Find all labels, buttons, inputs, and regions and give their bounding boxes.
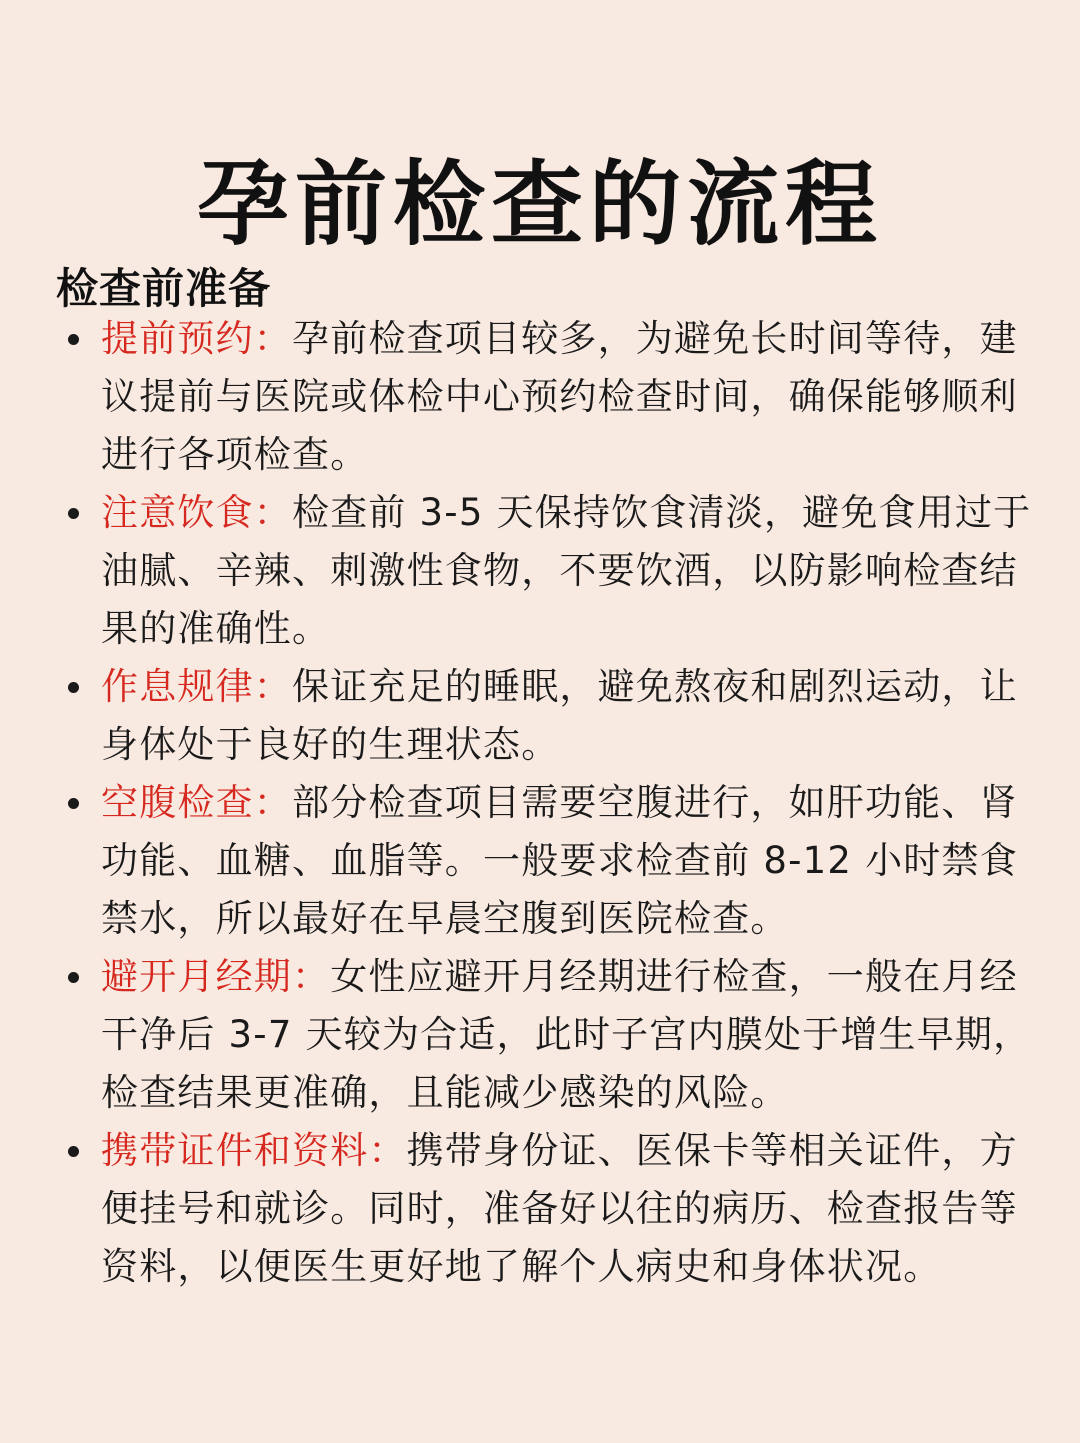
item-label: 空腹检查：	[101, 781, 292, 824]
list-item	[0, 774, 1080, 948]
list-item	[0, 658, 1080, 774]
bullet-dot-icon	[68, 508, 79, 519]
item-label: 避开月经期：	[101, 955, 331, 998]
item-text: 女性应避开月经期进行检查，一般在月经干净后 3-7 天较为合适，此时子宫内膜处于增生早期，检查结果更准确，且能减少感染的风险。	[101, 955, 1032, 1114]
item-label: 携带证件和资料：	[101, 1129, 407, 1172]
bullet-dot-icon	[68, 334, 79, 345]
item-label: 作息规律：	[101, 665, 292, 708]
list-item	[0, 484, 1080, 658]
item-text: 孕前检查项目较多，为避免长时间等待，建议提前与医院或体检中心预约检查时间，确保能够顺利进行各项检查。	[101, 317, 1018, 476]
list-item	[0, 1122, 1080, 1296]
prep-list	[0, 310, 1080, 1296]
bullet-dot-icon	[68, 1146, 79, 1157]
item-text: 部分检查项目需要空腹进行，如肝功能、肾功能、血糖、血脂等。一般要求检查前 8-12 小时禁食禁水，所以最好在早晨空腹到医院检查。	[101, 781, 1018, 940]
item-label: 提前预约：	[101, 317, 292, 360]
section-title: 检查前准备	[56, 263, 272, 313]
item-text: 检查前 3-5 天保持饮食清淡，避免食用过于油腻、辛辣、刺激性食物，不要饮酒，以防影响检查结果的准确性。	[101, 491, 1032, 650]
list-item	[0, 310, 1080, 484]
item-text: 保证充足的睡眠，避免熬夜和剧烈运动，让身体处于良好的生理状态。	[101, 665, 1018, 766]
page-title: 孕前检查的流程	[196, 150, 883, 258]
bullet-dot-icon	[68, 972, 79, 983]
item-label: 注意饮食：	[101, 491, 292, 534]
bullet-dot-icon	[68, 682, 79, 693]
list-item	[0, 948, 1080, 1122]
item-text: 携带身份证、医保卡等相关证件，方便挂号和就诊。同时，准备好以往的病历、检查报告等资料，以便医生更好地了解个人病史和身体状况。	[101, 1129, 1018, 1288]
bullet-dot-icon	[68, 798, 79, 809]
